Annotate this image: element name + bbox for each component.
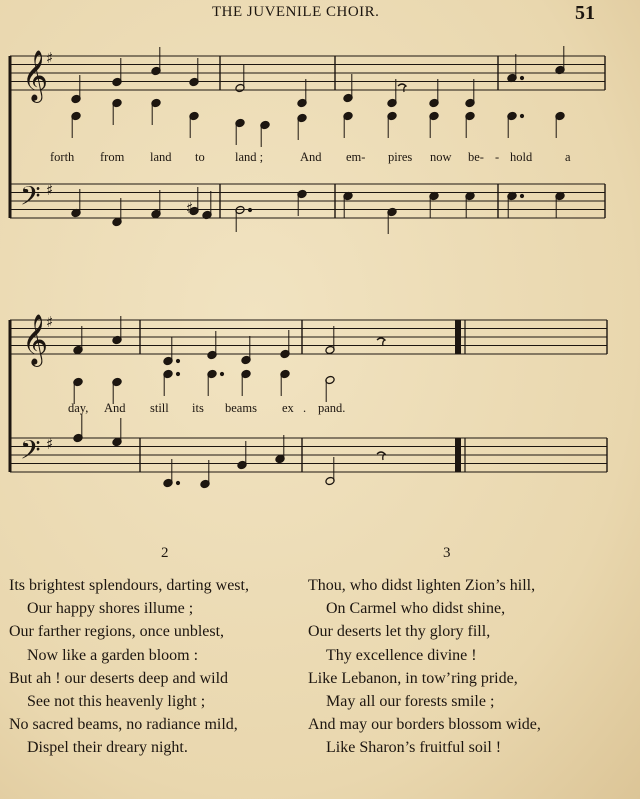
lyric-syllable: still bbox=[150, 401, 169, 415]
lyric-syllable: - bbox=[495, 150, 500, 164]
verse-line: Thou, who didst lighten Zion’s hill, bbox=[308, 577, 536, 594]
verse-number: 2 bbox=[161, 545, 169, 561]
lyric-syllable: em- bbox=[346, 150, 366, 164]
lyric-syllable: now bbox=[430, 150, 452, 164]
lyric-syllable: hold bbox=[510, 150, 533, 164]
verse-line: And may our borders blossom wide, bbox=[308, 716, 541, 734]
key-signature-sharp: ♯ bbox=[186, 199, 194, 217]
lyric-syllable: forth bbox=[50, 150, 75, 164]
lyric-syllable: pand. bbox=[318, 401, 346, 415]
lyric-syllable: land bbox=[150, 150, 172, 164]
lyric-syllable: its bbox=[192, 401, 204, 415]
verse-line: Dispel their dreary night. bbox=[27, 739, 188, 757]
verse-2 bbox=[9, 574, 249, 760]
verse-line: Now like a garden bloom : bbox=[27, 646, 199, 664]
verse-line: Like Lebanon, in tow’ring pride, bbox=[308, 669, 518, 687]
augmentation-dot bbox=[220, 372, 223, 375]
augmentation-dot bbox=[520, 76, 523, 79]
lyric-syllable: ex bbox=[282, 401, 294, 415]
lyric-syllable: from bbox=[100, 150, 125, 164]
lyric-syllable: pires bbox=[388, 150, 413, 164]
lyric-syllable: day, bbox=[68, 401, 89, 415]
augmentation-dot bbox=[520, 114, 523, 117]
page-number: 51 bbox=[575, 2, 595, 24]
lyric-syllable: a bbox=[565, 150, 571, 164]
verse-line: No sacred beams, no radiance mild, bbox=[9, 716, 238, 734]
key-signature-sharp: ♯ bbox=[46, 313, 54, 331]
key-signature-sharp: ♯ bbox=[46, 49, 54, 67]
verse-line: See not this heavenly light ; bbox=[27, 693, 206, 711]
lyric-syllable: beams bbox=[225, 401, 257, 415]
verse-line: On Carmel who didst shine, bbox=[326, 600, 506, 618]
augmentation-dot bbox=[248, 208, 251, 211]
verse-line: Like Sharon’s fruitful soil ! bbox=[326, 739, 502, 757]
bass-clef: 𝄢 bbox=[20, 180, 41, 218]
lyric-syllable: And bbox=[300, 150, 322, 164]
key-signature-sharp: ♯ bbox=[46, 181, 54, 199]
verse-line: May all our forests smile ; bbox=[326, 693, 495, 711]
verse-line: Thy excellence divine ! bbox=[326, 646, 477, 664]
lyric-syllable: . bbox=[303, 401, 307, 415]
verse-line: Our farther regions, once unblest, bbox=[9, 623, 225, 641]
augmentation-dot bbox=[520, 194, 523, 197]
verse-line: But ah ! our deserts deep and wild bbox=[9, 669, 229, 687]
augmentation-dot bbox=[176, 359, 179, 362]
verse-3 bbox=[308, 574, 541, 760]
verse-line: Our deserts let thy glory fill, bbox=[308, 623, 491, 641]
final-barline bbox=[455, 438, 461, 472]
eighth-rest bbox=[398, 84, 406, 92]
bass-clef: 𝄢 bbox=[20, 434, 41, 472]
final-barline bbox=[455, 320, 461, 354]
treble-clef: 𝄞 bbox=[22, 50, 49, 101]
verse-line: Its brightest splendours, darting west, bbox=[9, 577, 249, 594]
treble-clef: 𝄞 bbox=[22, 314, 49, 365]
key-signature-sharp: ♯ bbox=[46, 435, 54, 453]
verse-line: Our happy shores illume ; bbox=[27, 600, 194, 618]
eighth-rest bbox=[377, 452, 385, 460]
verse-number: 3 bbox=[443, 545, 451, 561]
lyric-syllable: And bbox=[104, 401, 126, 415]
augmentation-dot bbox=[176, 481, 179, 484]
augmentation-dot bbox=[176, 372, 179, 375]
running-title: THE JUVENILE CHOIR. bbox=[212, 4, 380, 20]
lyric-syllable: land ; bbox=[235, 150, 264, 164]
eighth-rest bbox=[377, 338, 385, 346]
lyric-syllable: to bbox=[195, 150, 205, 164]
lyric-syllable: be- bbox=[468, 150, 484, 164]
